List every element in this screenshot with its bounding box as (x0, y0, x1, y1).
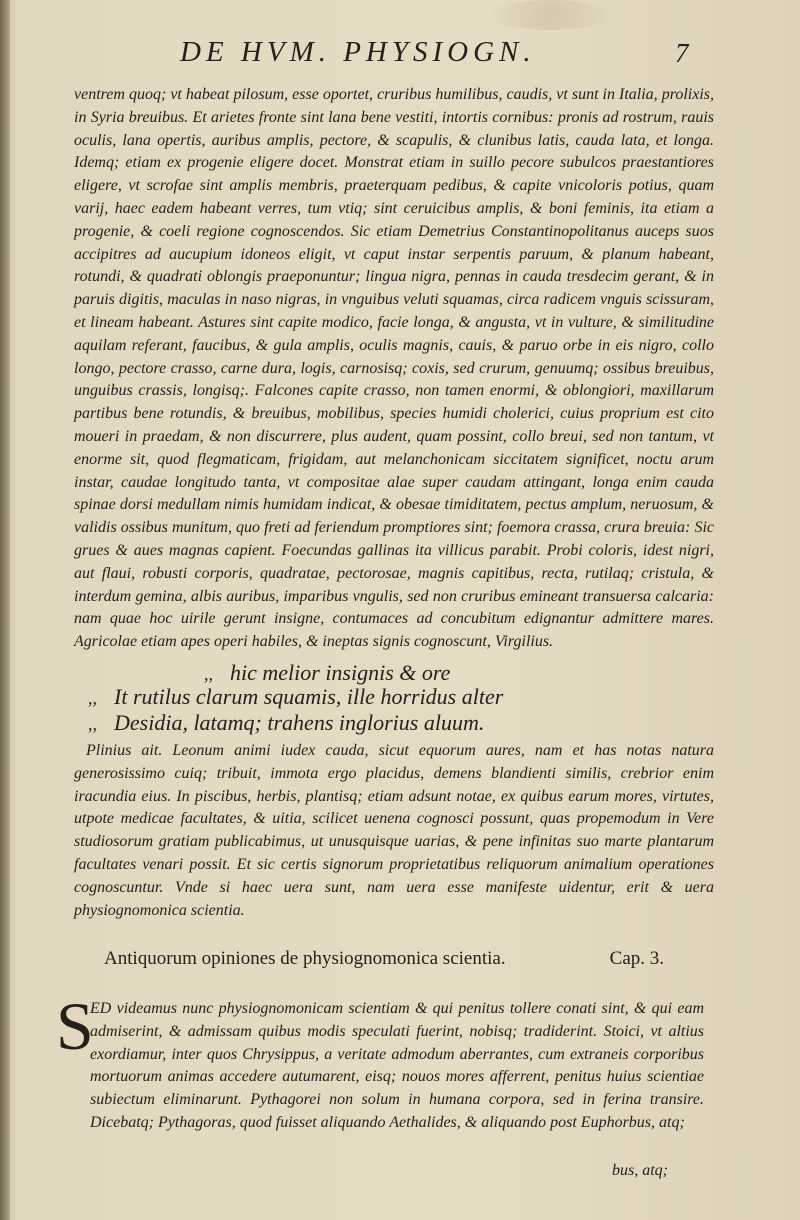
verse-text: It rutilus clarum squamis, ille horridus alter (114, 684, 504, 709)
quote-mark: ,, (204, 664, 213, 684)
catchword: bus, atq; (612, 1162, 668, 1179)
main-paragraph (74, 84, 714, 654)
verse-line-1 (204, 660, 704, 686)
chapter-title: Antiquorum opiniones de physiognomonica scientia. (104, 948, 506, 969)
chapter-paragraph (90, 998, 704, 1135)
chapter-number: Cap. 3. (609, 948, 664, 969)
page-number: 7 (675, 38, 689, 68)
running-head (0, 36, 800, 76)
quote-mark: ,, (88, 688, 97, 708)
verse-line-2 (88, 684, 588, 710)
drop-capital: S (56, 988, 94, 1064)
paper-stain (490, 0, 610, 30)
running-title: DE HVM. PHYSIOGN. (180, 36, 536, 68)
paragraph-text: ED videamus nunc physiognomonicam scientiam & qui penitus tollere conati sint, & qui eam admiserint, & admissam quibus modis speculati fuerint, nobisq; tradiderint. Stoici, vt altius exordiamur, inter quos Chrysippus, a veritate admodum aberrantes, cum extraneis corporibus mortuorum animas accedere autumarent, eisq; nouos mores afferrent, penitus huius scientiae subiectum eliminarunt. Pythagorei non solum in humana corpora, sed in ferina transire. Dicebatq; Pythagoras, quod fuisset aliquando Aethalides, & aliquando post Euphorbus, atq; (90, 1000, 704, 1131)
chapter-heading (104, 948, 664, 980)
verse-line-3 (88, 710, 588, 736)
verse-text: hic melior insignis & ore (230, 660, 451, 685)
paragraph-text: ventrem quoq; vt habeat pilosum, esse oportet, cruribus humilibus, caudis, vt sunt in Italia, prolixis, in Syria breuibus. Et arietes fronte sint lana bene vestiti, intortis cornibus: pronis ad rostrum, rauis oculis, lana opertis, auribus amplis, pectore, & scapulis, & clunibus latis, cauda lata, et longa. Idemq; etiam ex progenie eligere docet. Monstrat etiam in suillo pecore subulcos praestantiores eligere, vt scrofae sint amplis membris, praeterquam pedibus, & capite vnicoloris potius, quam varij, haec eadem habeant verres, tum vtiq; sint ceruicibus amplis, & boni feminis, ita etiam a progenie, & coeli regione cognoscendos. Sic etiam Demetrius Constantinopolitanus auceps suos accipitres ad aucupium idoneos eligit, vt caput instar serpentis paruum, & planum habeant, rotundi, & quadrati oblongis praeponuntur; lingua nigra, pennas in cauda tresdecim gerant, & in paruis digitis, maculas in naso nigras, in vnguibus veluti squamas, circa radicem vnguis scissuram, et lineam habeant. Astures sint capite modico, facie longa, & angusta, vt in vulture, & similitudine aquilam referant, faucibus, & gula amplis, oculis magnis, cauis, & paruo orbe in eis nigro, collo longo, pectore crasso, carne dura, logis, carnosisq; coxis, sed crurum, genuumq; ossibus breuibus, unguibus crassis, longisq;. Falcones capite crasso, non tamen enormi, & oblongiori, maxillarum partibus bene rotundis, & breuibus, mobilibus, species humidi cholerici, cuius proprium est cito moueri in praedam, & non discurrere, plus audent, quam possint, collo breui, sed non tantum, vt enorme sit, quod flegmaticam, frigidam, aut melanchonicam siccitatem significet, noctu arum instar, caudae longitudo tanta, vt compositae alae super caudam attingant, longa enim cauda spinae dorsi medullam nimis humidam indicat, & obesae timiditatem, pectus amplum, neruosum, & validis ossibus munitum, quo freti ad feriendum promptiores sint; foemora crassa, crura breuia: Sic grues & aues magnas capient. Foecundas gallinas ita villicus parabit. Probi coloris, idest nigri, aut flaui, robusti corporis, quadratae, pectorosae, magnis capitibus, recta, rutilaq; cristula, & interdum gemina, albis auribus, imparibus vngulis, sed non cruribus emineant transuersa calcaria: nam quae hoc uirile gerunt insigne, contumaces ad concubitum edignantur admittere mares. Agricolae etiam apes operi habiles, & ineptas signis cognoscunt, Virgilius. (74, 86, 714, 651)
second-paragraph (74, 740, 714, 922)
page-binding-edge (0, 0, 10, 1220)
quote-mark: ,, (88, 714, 97, 734)
paragraph-text: Plinius ait. Leonum animi iudex cauda, sicut equorum aures, nam et has notas natura generosissimo cuiq; tribuit, immota ergo placidus, demens blandienti similis, crebrior enim iracundia eius. In piscibus, herbis, plantisq; etiam adsunt notae, ex quibus earum mores, virtutes, utpote medicae facultates, & uitia, scilicet uenena cognosci possunt, quas propemodum in Vere studiosorum gratiam publicabimus, ut unusquisque uarias, & pene infinitas suo marte plantarum facultates venari possit. Et sic certis signorum proprietatibus reliquorum animalium operationes cognoscuntur. Vnde si haec uera sunt, nam uera esse manifeste uidentur, erit & uera physiognomonica scientia. (74, 742, 714, 919)
verse-text: Desidia, latamq; trahens inglorius aluum. (114, 710, 485, 735)
